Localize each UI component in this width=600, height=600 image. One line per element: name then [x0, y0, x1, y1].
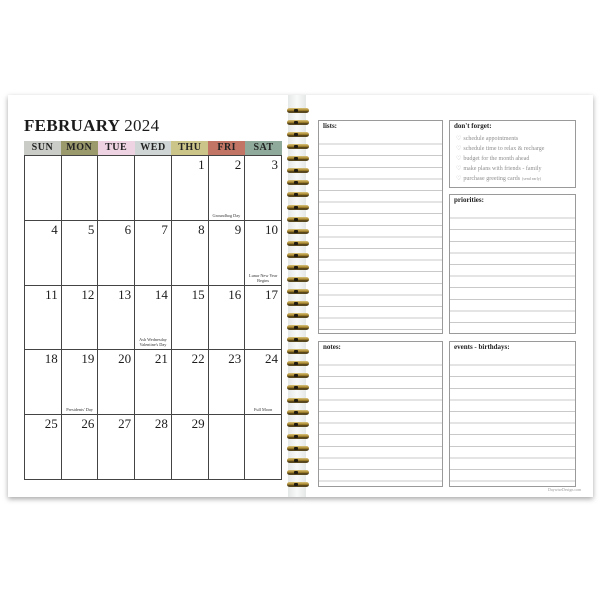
- day-cell: [62, 221, 99, 286]
- day-cell: [62, 415, 99, 480]
- day-number: 25: [44, 416, 58, 432]
- lists-label: lists:: [323, 122, 337, 130]
- day-cell: [62, 286, 99, 351]
- day-cell: [172, 350, 209, 415]
- dont-forget-text: budget for the month ahead: [463, 156, 530, 162]
- day-number: 8: [198, 221, 205, 237]
- day-number: 14: [154, 286, 168, 302]
- empty-cell: [209, 415, 246, 480]
- spiral-ring: [285, 217, 313, 223]
- day-cell: [209, 286, 246, 351]
- events-label: events - birthdays:: [454, 343, 510, 351]
- day-number: 18: [44, 351, 58, 367]
- spiral-ring: [285, 482, 313, 488]
- day-cell: [245, 156, 282, 221]
- dont-forget-item: [456, 164, 571, 174]
- month-name: FEBRUARY: [24, 116, 120, 135]
- holiday-note: Lunar New Year Begins: [249, 272, 278, 283]
- dont-forget-label: don't forget:: [454, 122, 492, 130]
- day-number: 1: [198, 157, 205, 172]
- spiral-ring: [285, 180, 313, 186]
- day-number: 7: [161, 221, 168, 237]
- spiral-ring: [285, 192, 313, 198]
- notes-box: [318, 341, 443, 487]
- spiral-ring: [285, 313, 313, 319]
- heart-icon: ♡: [456, 136, 462, 142]
- day-cell: [209, 350, 246, 415]
- dont-forget-list: [456, 134, 571, 184]
- day-number: 2: [234, 157, 242, 172]
- day-number: 23: [228, 351, 242, 367]
- spiral-ring: [285, 349, 313, 355]
- dont-forget-item: [456, 134, 571, 144]
- day-number: 3: [271, 157, 278, 172]
- dont-forget-item: [456, 154, 571, 164]
- holiday-note: Full Moon: [254, 407, 273, 413]
- day-number: 4: [51, 221, 58, 237]
- empty-cell: [25, 156, 62, 221]
- day-number: 27: [118, 416, 132, 432]
- dont-forget-box: [449, 120, 576, 188]
- day-cell: [135, 221, 172, 286]
- weekday-thu: THU: [171, 141, 208, 155]
- spiral-ring: [285, 458, 313, 464]
- spiral-ring: [285, 373, 313, 379]
- dont-forget-suffix: (send early): [522, 176, 542, 181]
- spiral-ring: [285, 385, 313, 391]
- spiral-binding: [285, 108, 313, 488]
- spiral-ring: [285, 470, 313, 476]
- spiral-ring: [285, 229, 313, 235]
- weekday-header: [24, 141, 282, 155]
- day-cell: [25, 415, 62, 480]
- day-cell: [98, 350, 135, 415]
- heart-icon: ♡: [456, 156, 462, 162]
- spiral-ring: [285, 277, 313, 283]
- spiral-ring: [285, 156, 313, 162]
- day-number: 5: [87, 221, 95, 237]
- spiral-ring: [285, 422, 313, 428]
- spiral-ring: [285, 120, 313, 126]
- spiral-ring: [285, 410, 313, 416]
- spiral-ring: [285, 168, 313, 174]
- day-number: 16: [228, 286, 242, 302]
- day-cell: [25, 221, 62, 286]
- day-number: 21: [154, 351, 168, 367]
- dont-forget-text: schedule appointments: [463, 136, 519, 142]
- dont-forget-text: make plans with friends - family: [463, 166, 542, 172]
- lists-box: [318, 120, 443, 334]
- lists-lines: [319, 133, 442, 333]
- day-number: 12: [81, 286, 95, 302]
- spiral-ring: [285, 205, 313, 211]
- spiral-ring: [285, 253, 313, 259]
- day-number: 15: [191, 286, 205, 302]
- notes-label: notes:: [323, 343, 341, 351]
- day-cell: [172, 415, 209, 480]
- events-box: [449, 341, 576, 487]
- day-cell: [135, 415, 172, 480]
- spiral-ring: [285, 325, 313, 331]
- day-cell: [135, 286, 172, 351]
- weekday-sun: SUN: [24, 141, 61, 155]
- day-cell: [209, 221, 246, 286]
- footer-credit: DaywiseDesign.com: [548, 487, 582, 492]
- heart-icon: ♡: [456, 146, 462, 152]
- dont-forget-text: schedule time to relax & recharge: [463, 146, 545, 152]
- day-number: 20: [118, 351, 132, 367]
- day-number: 19: [81, 351, 95, 367]
- empty-cell: [98, 156, 135, 221]
- day-cell: [98, 415, 135, 480]
- spiral-ring: [285, 337, 313, 343]
- day-number: 26: [81, 416, 95, 432]
- day-cell: [172, 156, 209, 221]
- day-cell: [62, 350, 99, 415]
- spiral-ring: [285, 289, 313, 295]
- month-calendar: [24, 141, 282, 480]
- dont-forget-item: [456, 144, 571, 154]
- spiral-ring: [285, 132, 313, 138]
- month-title: [24, 116, 159, 136]
- day-cell: [209, 156, 246, 221]
- events-lines: [450, 354, 575, 486]
- spiral-ring: [285, 265, 313, 271]
- spiral-ring: [285, 361, 313, 367]
- day-cell: [245, 221, 282, 286]
- dont-forget-text: purchase greeting cards: [463, 176, 521, 182]
- priorities-label: priorities:: [454, 196, 484, 204]
- empty-cell: [245, 415, 282, 480]
- priorities-lines: [450, 207, 575, 333]
- day-number: 28: [154, 416, 168, 432]
- spiral-ring: [285, 446, 313, 452]
- priorities-box: [449, 194, 576, 334]
- year-label: 2024: [124, 116, 160, 135]
- spiral-ring: [285, 241, 313, 247]
- day-number: 11: [45, 286, 58, 302]
- day-number: 10: [265, 221, 278, 237]
- spiral-ring: [285, 301, 313, 307]
- dont-forget-item: [456, 174, 571, 184]
- empty-cell: [135, 156, 172, 221]
- spiral-ring: [285, 144, 313, 150]
- weekday-sat: SAT: [245, 141, 282, 155]
- weekday-wed: WED: [135, 141, 172, 155]
- weekday-mon: MON: [61, 141, 98, 155]
- day-cell: [25, 286, 62, 351]
- heart-icon: ♡: [456, 166, 462, 172]
- day-number: 22: [191, 351, 205, 367]
- holiday-note: Presidents' Day: [66, 407, 93, 413]
- holiday-note: Groundhog Day: [212, 212, 241, 218]
- weekday-fri: FRI: [208, 141, 245, 155]
- weekday-tue: TUE: [98, 141, 135, 155]
- day-cell: [135, 350, 172, 415]
- day-number: 9: [234, 221, 242, 237]
- calendar-grid: [24, 155, 282, 480]
- notes-lines: [319, 354, 442, 486]
- day-cell: [98, 286, 135, 351]
- empty-cell: [62, 156, 99, 221]
- day-cell: [172, 286, 209, 351]
- day-cell: [245, 286, 282, 351]
- spiral-ring: [285, 434, 313, 440]
- day-number: 17: [265, 286, 278, 302]
- spiral-ring: [285, 108, 313, 114]
- day-cell: [245, 350, 282, 415]
- day-number: 29: [191, 416, 205, 432]
- spiral-ring: [285, 398, 313, 404]
- heart-icon: ♡: [456, 176, 462, 182]
- holiday-note: Ash Wednesday Valentine's Day: [139, 337, 167, 348]
- day-cell: [25, 350, 62, 415]
- day-number: 6: [124, 221, 132, 237]
- day-number: 24: [265, 351, 278, 367]
- day-cell: [98, 221, 135, 286]
- day-cell: [172, 221, 209, 286]
- day-number: 13: [118, 286, 132, 302]
